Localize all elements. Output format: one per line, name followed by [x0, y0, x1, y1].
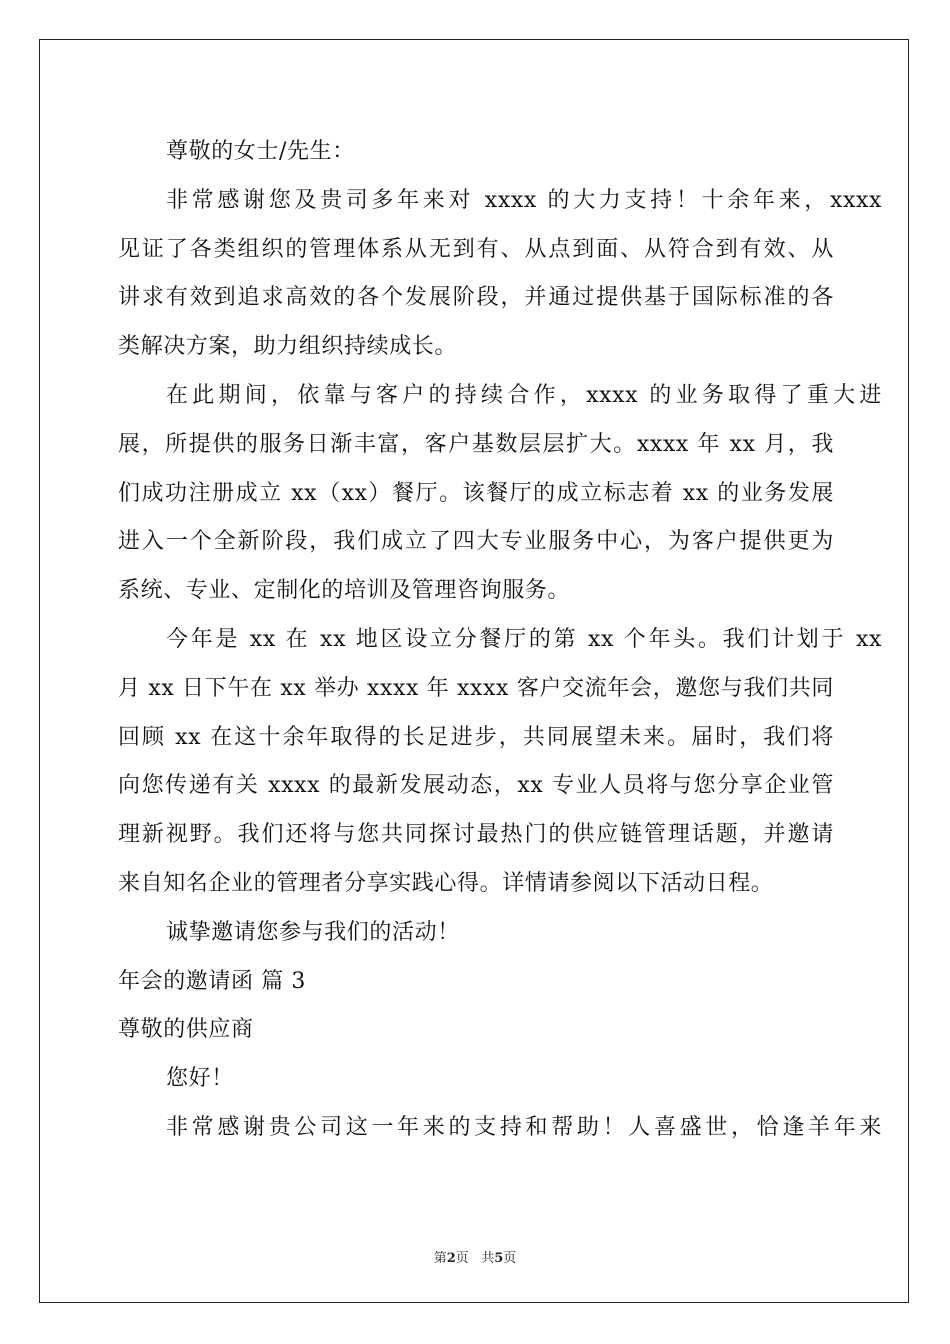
section-heading: 年会的邀请函 篇 3: [118, 968, 306, 994]
paragraph-2-line-4: 进入一个全新阶段，我们成立了四大专业服务中心，为客户提供更为: [118, 529, 834, 555]
paragraph-4-line-1: 非常感谢贵公司这一年来的支持和帮助！人喜盛世，恰逢羊年来: [166, 1114, 882, 1140]
page-footer: [0, 1247, 950, 1266]
paragraph-3-line-5: 理新视野。我们还将与您共同探讨最热门的供应链管理话题，并邀请: [118, 822, 834, 848]
page-suffix: 页: [455, 1251, 469, 1266]
paragraph-1-line-3: 讲求有效到追求高效的各个发展阶段，并通过提供基于国际标准的各: [118, 285, 834, 311]
paragraph-3-line-1: 今年是 xx 在 xx 地区设立分餐厅的第 xx 个年头。我们计划于 xx: [166, 626, 882, 652]
paragraph-3-line-3: 回顾 xx 在这十余年取得的长足进步，共同展望未来。届时，我们将: [118, 724, 834, 750]
salutation: 尊敬的女士/先生：: [166, 139, 355, 164]
paragraph-2-line-3: 们成功注册成立 xx（xx）餐厅。该餐厅的成立标志着 xx 的业务发展: [118, 480, 834, 506]
document-body: [118, 128, 882, 1153]
closing-invitation: 诚挚邀请您参与我们的活动！: [166, 919, 460, 945]
paragraph-2-line-1: 在此期间，依靠与客户的持续合作，xxxx 的业务取得了重大进: [166, 382, 882, 408]
total-prefix: 共: [481, 1251, 495, 1266]
paragraph-3-line-6: 来自知名企业的管理者分享实践心得。详情请参阅以下活动日程。: [118, 870, 774, 896]
paragraph-1-line-4: 类解决方案，助力组织持续成长。: [118, 334, 458, 360]
paragraph-3-line-4: 向您传递有关 xxxx 的最新发展动态，xx 专业人员将与您分享企业管: [118, 773, 834, 799]
paragraph-2-line-2: 展，所提供的服务日渐丰富，客户基数层层扩大。xxxx 年 xx 月，我: [118, 431, 834, 457]
greeting: 您好！: [166, 1066, 234, 1092]
total-suffix: 页: [503, 1251, 517, 1266]
salutation-2: 尊敬的供应商: [118, 1017, 254, 1043]
paragraph-1-line-2: 见证了各类组织的管理体系从无到有、从点到面、从符合到有效、从: [118, 236, 834, 262]
paragraph-3-line-2: 月 xx 日下午在 xx 举办 xxxx 年 xxxx 客户交流年会，邀您与我们共同: [118, 675, 834, 701]
paragraph-1-line-1: 非常感谢您及贵司多年来对 xxxx 的大力支持！十余年来，xxxx: [166, 187, 882, 213]
paragraph-2-line-5: 系统、专业、定制化的培训及管理咨询服务。: [118, 578, 571, 604]
total-pages: 5: [494, 1251, 504, 1266]
page-number: 2: [446, 1251, 456, 1266]
page-prefix: 第: [433, 1251, 447, 1266]
